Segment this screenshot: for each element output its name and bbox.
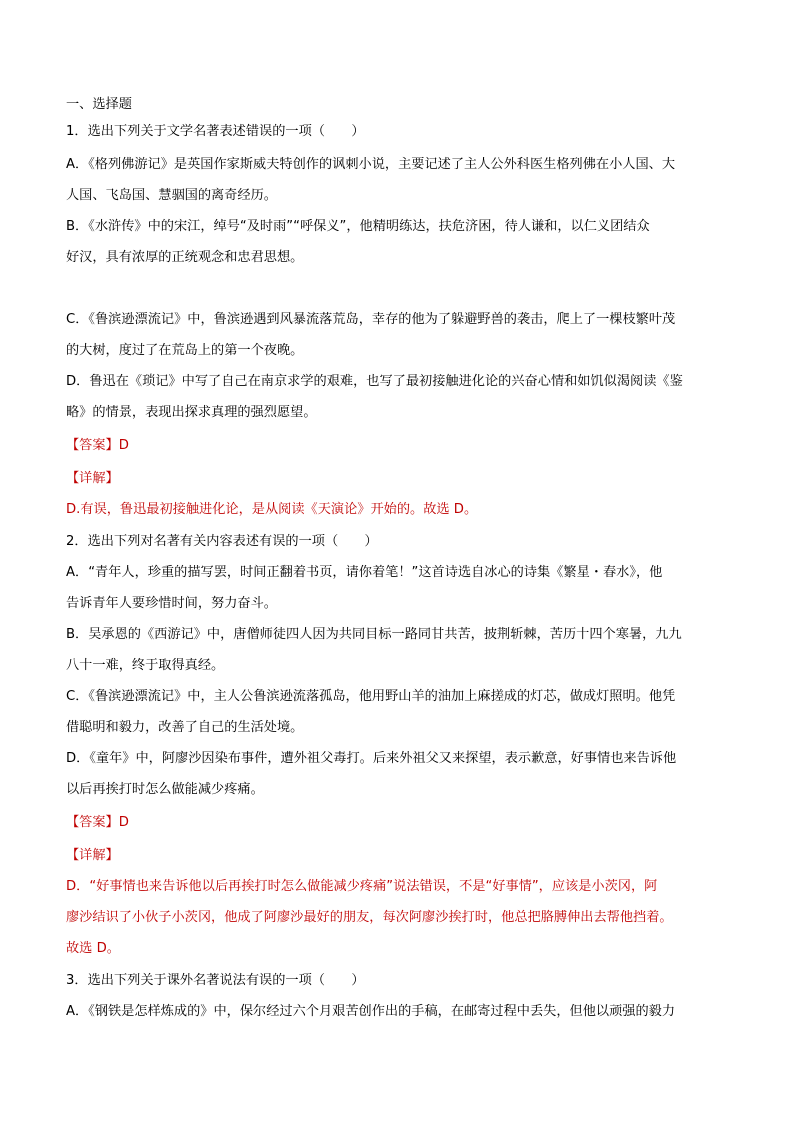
q1-option-a-line-1: A．《格列佛游记》是英国作家斯威夫特创作的讽刺小说，主要记述了主人公外科医生格列佛在小人国、大 <box>66 157 676 172</box>
q1-option-a-line-2: 人国、飞岛国、慧骃国的离奇经历。 <box>66 188 277 203</box>
q2-answer <box>66 814 129 832</box>
q2-detail-line-2: 廖沙结识了小伙子小茨冈，他成了阿廖沙最好的朋友，每次阿廖沙挨打时，他总把胳膊伸出去帮他挡着。 <box>66 910 673 925</box>
q2-detail-label <box>66 847 119 865</box>
question-3-stem: 3．选出下列关于课外名著说法有误的一项（ ） <box>66 973 365 988</box>
answer-value: D <box>118 815 129 830</box>
q1-option-b-line-2: 好汉，具有浓厚的正统观念和忠君思想。 <box>66 250 304 265</box>
q1-answer <box>66 437 129 455</box>
detail-label: 【详解】 <box>66 848 119 863</box>
q2-option-a-line-1: A．“青年人，珍重的描写罢，时间正翻着书页，请你着笔！”这首诗选自冰心的诗集《繁星・春水》，他 <box>66 565 663 580</box>
q2-detail-line-3: 故选 D。 <box>66 941 120 956</box>
question-2-stem: 2．选出下列对名著有关内容表述有误的一项（ ） <box>66 534 378 549</box>
q1-option-c-line-2: 的大树，度过了在荒岛上的第一个夜晚。 <box>66 343 304 358</box>
q1-option-d-line-1: D．鲁迅在《琐记》中写了自己在南京求学的艰难，也写了最初接触进化论的兴奋心情和如饥似渴阅读《鉴 <box>66 374 683 389</box>
q2-option-b-line-2: 八十一难，终于取得真经。 <box>66 658 225 673</box>
question-1-stem: 1．选出下列关于文学名著表述错误的一项（ ） <box>66 124 365 139</box>
q2-detail-line-1: D．“好事情也来告诉他以后再挨打时怎么做能减少疼痛”说法错误，不是“好事情”，应该是小茨冈，阿 <box>66 879 658 894</box>
q2-option-c-line-2: 借聪明和毅力，改善了自己的生活处境。 <box>66 720 304 735</box>
answer-value: D <box>118 438 129 453</box>
q2-option-d-line-1: D．《童年》中，阿廖沙因染布事件，遭外祖父毒打。后来外祖父又来探望，表示歉意，好事情也来告诉他 <box>66 751 677 766</box>
detail-label: 【详解】 <box>66 471 119 486</box>
q2-option-d-line-2: 以后再挨打时怎么做能减少疼痛。 <box>66 782 264 797</box>
section-title: 一、选择题 <box>66 97 132 112</box>
q2-option-c-line-1: C．《鲁滨逊漂流记》中，主人公鲁滨逊流落孤岛，他用野山羊的油加上麻搓成的灯芯，做成灯照明。他凭 <box>66 689 676 704</box>
q2-option-b-line-1: B．吴承恩的《西游记》中，唐僧师徒四人因为共同目标一路同甘共苦，披荆斩棘，苦历十四个寒暑，九九 <box>66 627 682 642</box>
q1-option-d-line-2: 略》的情景，表现出探求真理的强烈愿望。 <box>66 405 317 420</box>
q3-option-a-line-1: A．《钢铁是怎样炼成的》中，保尔经过六个月艰苦创作出的手稿，在邮寄过程中丢失，但他以顽强的毅力 <box>66 1004 676 1019</box>
q1-detail-line-1: D.有误，鲁迅最初接触进化论，是从阅读《天演论》开始的。故选 D。 <box>66 502 478 517</box>
q1-option-b-line-1: B．《水浒传》中的宋江，绰号“及时雨”“呼保义”，他精明练达，扶危济困，待人谦和，以仁义团结众 <box>66 219 650 234</box>
q1-option-c-line-1: C．《鲁滨逊漂流记》中，鲁滨逊遇到风暴流落荒岛，幸存的他为了躲避野兽的袭击，爬上了一棵枝繁叶茂 <box>66 312 676 327</box>
answer-label: 【答案】 <box>66 815 119 830</box>
q2-option-a-line-2: 告诉青年人要珍惜时间，努力奋斗。 <box>66 596 277 611</box>
answer-label: 【答案】 <box>66 438 119 453</box>
q1-detail-label <box>66 470 119 488</box>
